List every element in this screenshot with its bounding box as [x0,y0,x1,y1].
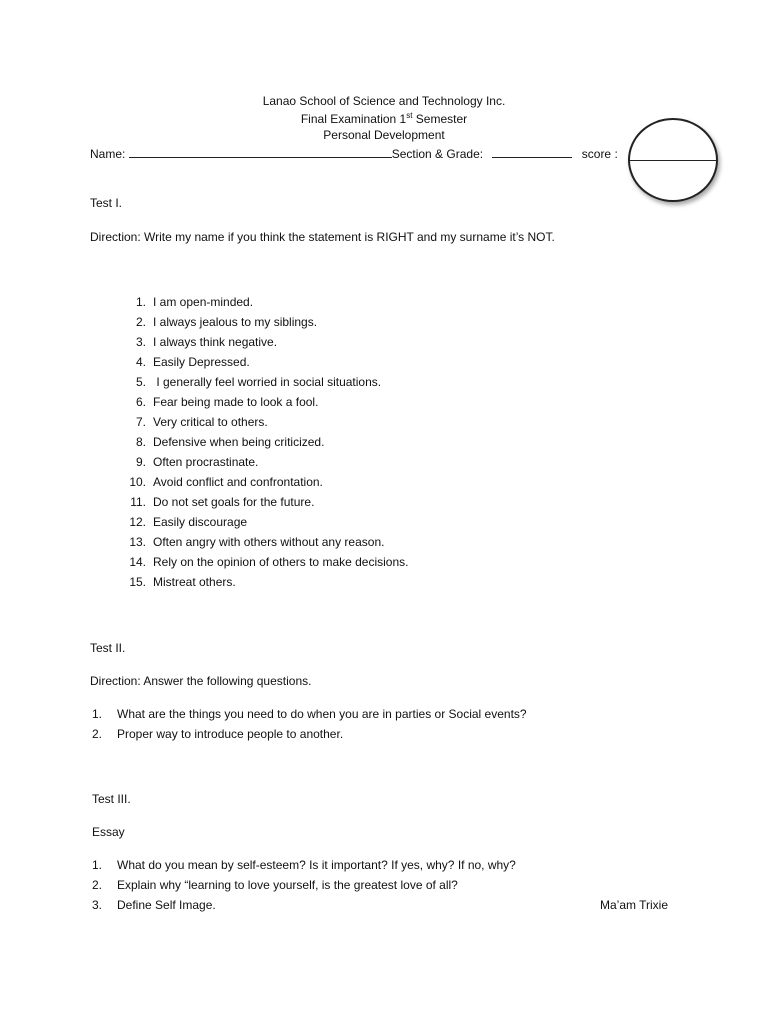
test1-direction: Direction: Write my name if you think the statement is RIGHT and my surname it’s NOT. [90,230,555,244]
score-label: score : [581,147,618,161]
list-item [122,495,408,515]
item-text: Rely on the opinion of others to make decisions. [153,555,409,569]
item-text: I always think negative. [153,335,278,349]
item-text: Mistreat others. [153,575,236,589]
list-item [122,475,408,495]
name-blank[interactable] [129,146,392,158]
item-number: 2. [135,315,146,329]
list-item [122,535,408,555]
subject-title: Personal Development [323,128,445,142]
item-text: Easily Depressed. [153,355,250,369]
list-item [122,555,408,575]
item-number: 13. [129,535,146,549]
list-item [92,858,516,878]
teacher-signature: Ma’am Trixie [600,898,669,912]
item-number: 8. [135,435,146,449]
exam-title-suffix: Semester [412,112,468,126]
item-number: 10. [129,475,146,489]
item-number: 2. [92,878,103,892]
item-number: 14. [129,555,146,569]
list-item [92,878,516,898]
test2-title: Test II. [90,641,126,655]
list-item [122,435,408,455]
item-number: 1. [92,858,103,872]
item-text: I generally feel worried in social situations. [153,375,382,389]
item-text: Proper way to introduce people to another. [117,727,344,741]
list-item [122,335,408,355]
test2-direction: Direction: Answer the following questions. [90,674,312,688]
name-label: Name: [90,147,126,161]
item-number: 7. [135,415,146,429]
test1-title: Test I. [90,196,123,210]
list-item [122,355,408,375]
section-blank[interactable] [492,146,572,158]
list-item [92,898,516,918]
item-text: Often procrastinate. [153,455,259,469]
test3-subtitle: Essay [92,825,125,839]
test3-title: Test III. [92,792,131,806]
item-text: I always jealous to my siblings. [153,315,318,329]
list-item [122,415,408,435]
item-text: What are the things you need to do when you are in parties or Social events? [117,707,527,721]
item-number: 1. [92,707,103,721]
score-circle[interactable] [628,118,718,202]
item-number: 4. [135,355,146,369]
item-text: Very critical to others. [153,415,268,429]
item-number: 6. [135,395,146,409]
item-text: Explain why “learning to love yourself, is the greatest love of all? [117,878,458,892]
test1-list [122,295,408,595]
list-item [122,295,408,315]
item-text: Easily discourage [153,515,248,529]
item-number: 15. [129,575,146,589]
section-label: Section & Grade: [391,147,484,161]
list-item [92,707,527,727]
item-number: 2. [92,727,103,741]
list-item [122,575,408,595]
item-text: Defensive when being criticized. [153,435,325,449]
item-number: 9. [135,455,146,469]
list-item [122,375,408,395]
item-text: Define Self Image. [117,898,216,912]
item-number: 1. [135,295,146,309]
item-text: I am open-minded. [153,295,254,309]
test2-list [92,707,527,747]
exam-title-prefix: Final Examination 1 [300,112,407,126]
school-name: Lanao School of Science and Technology Inc. [262,94,506,108]
item-text: What do you mean by self-esteem? Is it important? If yes, why? If no, why? [117,858,516,872]
test3-list [92,858,516,918]
list-item [92,727,527,747]
list-item [122,515,408,535]
item-text: Do not set goals for the future. [153,495,315,509]
list-item [122,395,408,415]
item-text: Fear being made to look a fool. [153,395,319,409]
item-number: 12. [129,515,146,529]
list-item [122,315,408,335]
exam-title-superscript: st [406,111,413,120]
item-number: 11. [130,495,146,509]
item-text: Often angry with others without any reason. [153,535,385,549]
item-number: 3. [92,898,103,912]
item-text: Avoid conflict and confrontation. [153,475,323,489]
item-number: 5. [135,375,146,389]
score-divider [630,160,716,161]
item-number: 3. [135,335,146,349]
name-row [90,146,618,161]
list-item [122,455,408,475]
